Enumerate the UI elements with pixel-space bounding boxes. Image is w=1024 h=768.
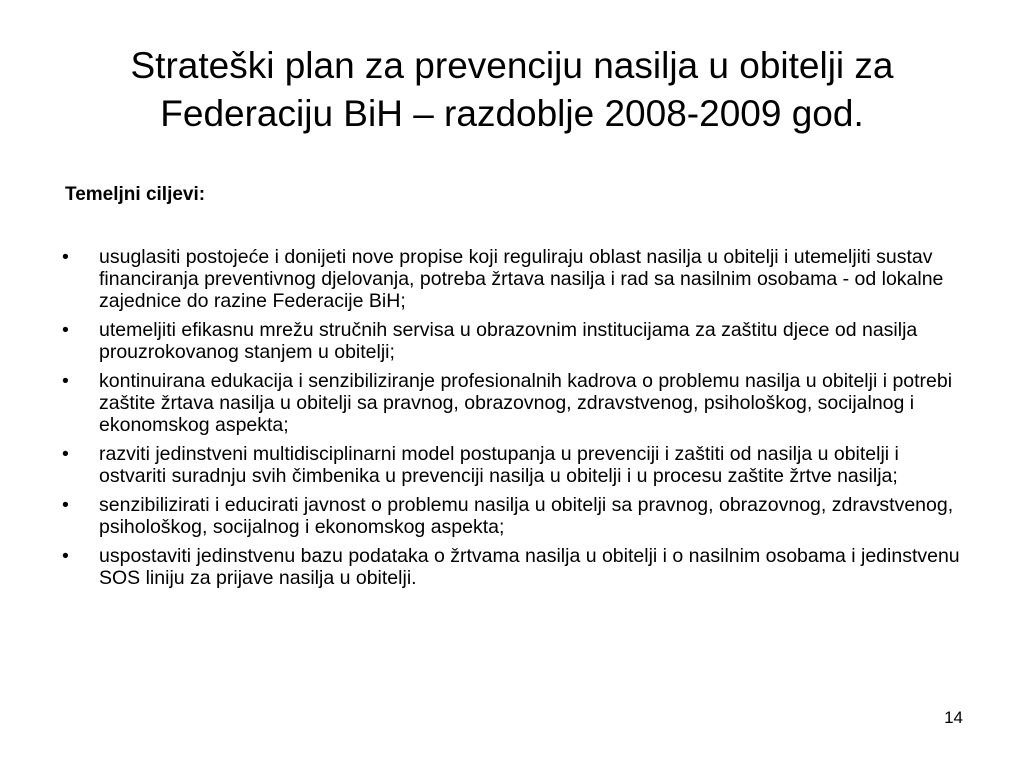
bullet-icon: • [62, 246, 69, 268]
list-item-text: utemeljiti efikasnu mrežu stručnih servisa u obrazovnim institucijama za zaštitu djece od nasilja prouzrokovanog stanjem u obitelji; [99, 319, 918, 363]
slide-title-line-2: Federaciju BiH – razdoblje 2008-2009 god. [160, 93, 864, 134]
slide-title [40, 42, 984, 138]
bullet-icon: • [62, 494, 69, 516]
list-item-text: uspostaviti jedinstvenu bazu podataka o žrtvama nasilja u obitelji i o nasilnim osobama i jedinstvenu SOS liniju za prijave nasilja u obitelji. [99, 545, 960, 589]
bullet-icon: • [62, 370, 69, 392]
list-item-text: senzibilizirati i educirati javnost o problemu nasilja u obitelji sa pravnog, obrazovnog, zdravstvenog, psihološkog, socijalnog i ekonomskog aspekta; [99, 494, 954, 538]
bullet-icon: • [62, 319, 69, 341]
list-item [62, 246, 962, 312]
list-item-text: razviti jedinstveni multidisciplinarni model postupanja u prevenciji i zaštiti od nasilja u obitelji i ostvariti suradnju svih čimbenika u prevenciji nasilja u obitelji i u procesu zaštite žrtve nasilja; [99, 443, 899, 487]
list-item [62, 319, 962, 363]
goals-list [62, 246, 962, 596]
page-number: 14 [944, 708, 963, 727]
list-item-text: kontinuirana edukacija i senzibiliziranje profesionalnih kadrova o problemu nasilja u obitelji i potrebi zaštite žrtava nasilja u obitelji sa pravnog, obrazovnog, zdravstvenog, psihološkog, socijalnog i ekonomskog aspekta; [99, 370, 953, 436]
bullet-icon: • [62, 545, 69, 567]
slide-title-line-1: Strateški plan za prevenciju nasilja u obitelji za [130, 45, 894, 86]
list-item [62, 545, 962, 589]
list-item [62, 443, 962, 487]
list-item [62, 494, 962, 538]
list-item-text: usuglasiti postojeće i donijeti nove propise koji reguliraju oblast nasilja u obitelji i utemeljiti sustav financiranja preventivnog djelovanja, potreba žrtava nasilja i rad sa nasilnim osobama - od lokalne zajednice do razine Federacije BiH; [99, 246, 944, 312]
bullet-icon: • [62, 443, 69, 465]
list-item [62, 370, 962, 436]
section-heading: Temeljni ciljevi: [65, 184, 206, 205]
